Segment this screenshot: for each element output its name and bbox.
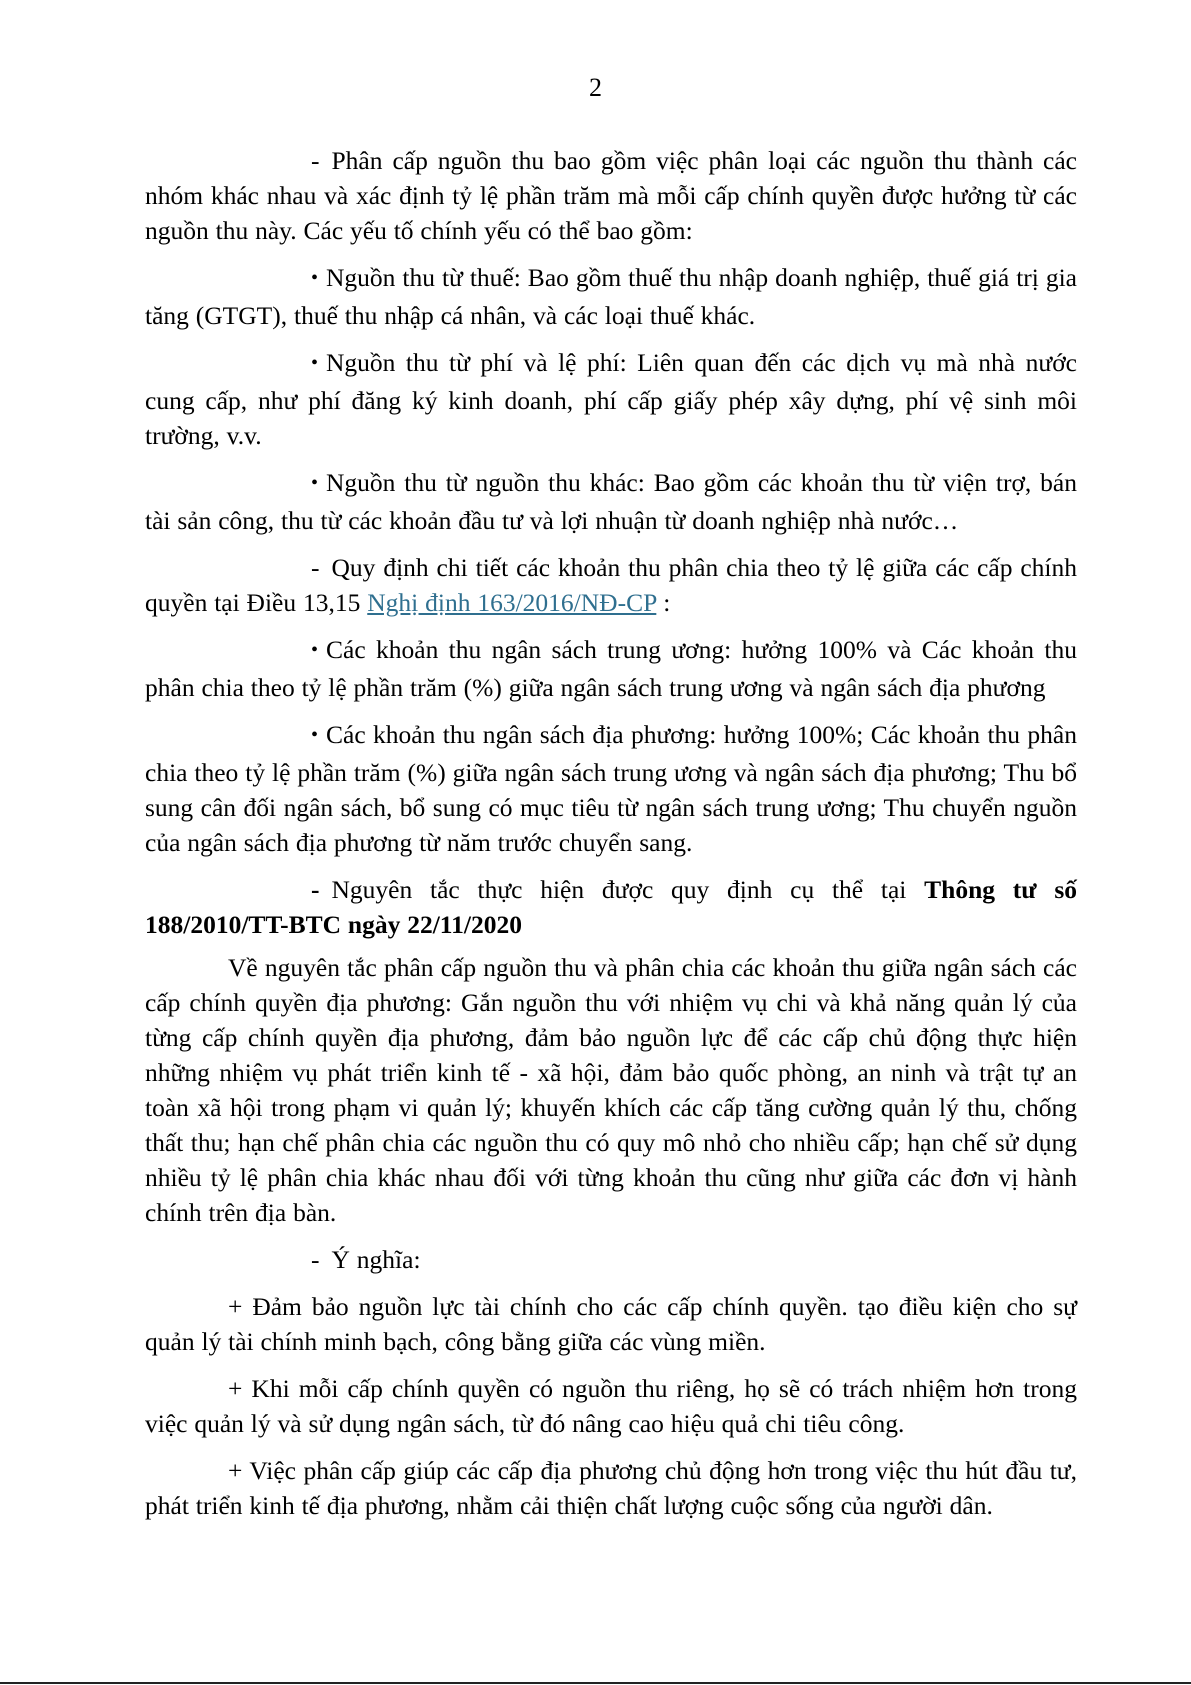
plus-item-local-initiative	[145, 1453, 1077, 1523]
bullet-central-budget	[145, 632, 1077, 705]
page-bottom-divider	[0, 1682, 1191, 1684]
dash-marker: -	[311, 875, 320, 904]
paragraph-text-tail: :	[656, 588, 671, 617]
circular-reference: Thông tư số 188/2010/TT-BTC ngày 22/11/2020	[145, 875, 1078, 939]
paragraph-text: Quy định chi tiết các khoản thu phân chia theo tỷ lệ giữa các cấp chính quyền tại Điều 13,15	[145, 553, 1077, 617]
bullet-fees-revenue	[145, 345, 1077, 453]
paragraph-revenue-decentralization	[145, 143, 1077, 248]
dash-marker: -	[311, 553, 320, 582]
plus-item-text: + Đảm bảo nguồn lực tài chính cho các cấp chính quyền. tạo điều kiện cho sự quản lý tài chính minh bạch, công bằng giữa các vùng miền.	[145, 1292, 1077, 1356]
paragraph-text: Về nguyên tắc phân cấp nguồn thu và phân chia các khoản thu giữa ngân sách các cấp chính quyền địa phương: Gắn nguồn thu với nhiệm vụ chi và khả năng quản lý của từng cấp chính quyền địa phương, đảm bảo nguồn lực để các cấp chủ động thực hiện những nhiệm vụ phát triển kinh tế - xã hội, đảm bảo quốc phòng, an ninh và trật tự an toàn xã hội trong phạm vi quản lý; khuyến khích các cấp tăng cường quản lý thu, chống thất thu; hạn chế phân chia các nguồn thu có quy mô nhỏ cho nhiều cấp; hạn chế sử dụng nhiều tỷ lệ phân chia khác nhau đối với từng khoản thu cũng như giữa các đơn vị hành chính trên địa bàn.	[145, 953, 1077, 1227]
paragraph-implementation-principles	[145, 872, 1077, 942]
page-number: 2	[589, 73, 602, 102]
bullet-icon: •	[311, 724, 319, 746]
decree-link[interactable]: Nghị định 163/2016/NĐ-CP	[367, 588, 657, 617]
paragraph-text: Ý nghĩa:	[331, 1245, 421, 1274]
bullet-text: Nguồn thu từ phí và lệ phí: Liên quan đến các dịch vụ mà nhà nước cung cấp, như phí đăng ký kinh doanh, phí cấp giấy phép xây dựng, phí vệ sinh môi trường, v.v.	[145, 348, 1077, 450]
paragraph-text: Phân cấp nguồn thu bao gồm việc phân loại các nguồn thu thành các nhóm khác nhau và xác định tỷ lệ phần trăm mà mỗi cấp chính quyền được hưởng từ các nguồn thu này. Các yếu tố chính yếu có thể bao gồm:	[145, 146, 1077, 245]
bullet-icon: •	[311, 352, 319, 374]
bullet-text: Nguồn thu từ thuế: Bao gồm thuế thu nhập doanh nghiệp, thuế giá trị gia tăng (GTGT), thuế thu nhập cá nhân, và các loại thuế khác.	[145, 263, 1077, 330]
bullet-icon: •	[311, 267, 319, 289]
bullet-text: Nguồn thu từ nguồn thu khác: Bao gồm các khoản thu từ viện trợ, bán tài sản công, thu từ các khoản đầu tư và lợi nhuận từ doanh nghiệp nhà nước…	[145, 468, 1077, 535]
plus-item-responsibility	[145, 1371, 1077, 1441]
bullet-text: Các khoản thu ngân sách trung ương: hưởng 100% và Các khoản thu phân chia theo tỷ lệ phần trăm (%) giữa ngân sách trung ương và ngân sách địa phương	[145, 635, 1077, 702]
bullet-icon: •	[311, 639, 319, 661]
dash-marker: -	[311, 1245, 320, 1274]
dash-marker: -	[311, 146, 320, 175]
bullet-local-budget	[145, 717, 1077, 860]
page-body	[145, 143, 1077, 1535]
bullet-icon: •	[311, 472, 319, 494]
plus-item-text: + Việc phân cấp giúp các cấp địa phương chủ động hơn trong việc thu hút đầu tư, phát triển kinh tế địa phương, nhằm cải thiện chất lượng cuộc sống của người dân.	[145, 1456, 1077, 1520]
plus-item-financial-resources	[145, 1289, 1077, 1359]
paragraph-detailed-regulation	[145, 550, 1077, 620]
paragraph-text: Nguyên tắc thực hiện được quy định cụ thể tại	[331, 875, 925, 904]
bullet-text: Các khoản thu ngân sách địa phương: hưởng 100%; Các khoản thu phân chia theo tỷ lệ phần trăm (%) giữa ngân sách trung ương và ngân sách địa phương; Thu bổ sung cân đối ngân sách, bổ sung có mục tiêu từ ngân sách trung ương; Thu chuyển nguồn của ngân sách địa phương từ năm trước chuyển sang.	[145, 720, 1077, 857]
bullet-other-revenue	[145, 465, 1077, 538]
plus-item-text: + Khi mỗi cấp chính quyền có nguồn thu riêng, họ sẽ có trách nhiệm hơn trong việc quản lý và sử dụng ngân sách, từ đó nâng cao hiệu quả chi tiêu công.	[145, 1374, 1077, 1438]
paragraph-principles-detail	[145, 950, 1077, 1230]
bullet-tax-revenue	[145, 260, 1077, 333]
paragraph-significance-heading	[145, 1242, 1077, 1277]
